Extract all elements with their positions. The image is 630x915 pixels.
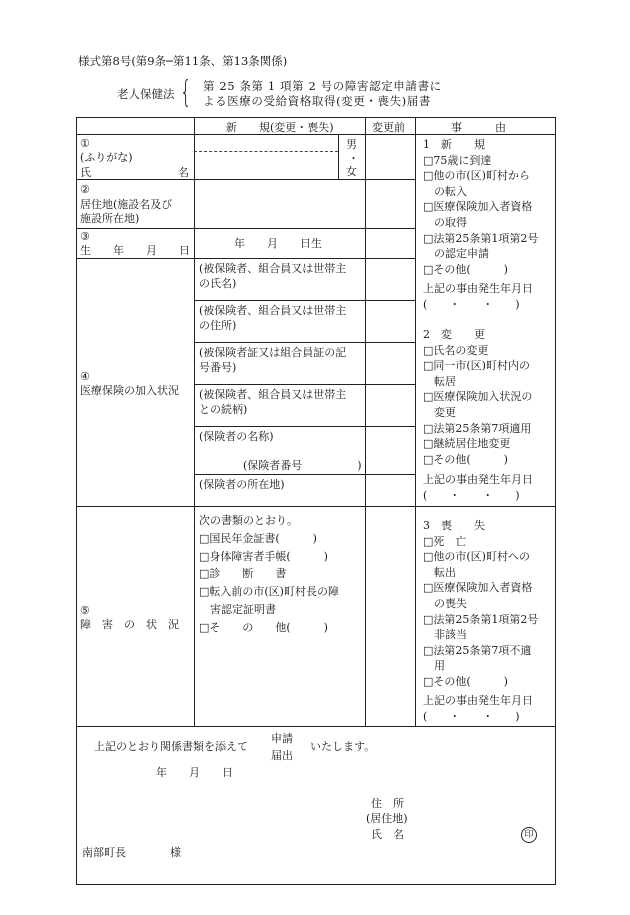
reason-loss-item: □その他( )	[423, 674, 508, 688]
insurance-status-label: 医療保険の加入状況	[80, 384, 179, 397]
disability-status-label: 障 害 の 状 況	[80, 618, 179, 631]
occurrence-date-label: 上記の事由発生年月日	[423, 282, 533, 295]
row-line-6	[76, 726, 556, 727]
row5-number: ⑤	[80, 604, 90, 617]
insured-address-1: (被保険者、組合員又は世帯主	[199, 304, 347, 317]
name-label-a: 氏	[80, 166, 91, 179]
reason-new-item: の転入	[423, 184, 467, 198]
reason-change-item: 変更	[423, 405, 456, 419]
gender-male: 男	[346, 138, 357, 151]
seal-mark: 印	[521, 827, 537, 843]
reason-loss-item: 非該当	[423, 628, 467, 642]
insurer-name: (保険者の名称)	[199, 430, 274, 443]
reason-loss-item: □法第25条第1項第2号	[423, 612, 539, 626]
reason-new-item: の取得	[423, 215, 467, 229]
reason-new	[423, 137, 538, 277]
insurer-address: (保険者の所在地)	[199, 478, 285, 491]
reason-new-title: 1 新 規	[423, 138, 485, 151]
furigana-label: (ふりがな)	[80, 151, 133, 164]
reason-loss-item: □死 亡	[423, 534, 467, 548]
statement-apply: 申請	[271, 732, 293, 745]
reason-new-item: □他の市(区)町村から	[423, 169, 530, 183]
reason-change-item: □法第25条第7項適用	[423, 421, 532, 435]
form-number: 様式第8号(第9条─第11条、第13条関係)	[78, 54, 288, 68]
gender-sep: ・	[348, 152, 359, 165]
reason-loss-item: □他の市(区)町村への	[423, 550, 530, 564]
residence-label: (居住地)	[366, 812, 408, 825]
reason-change-date	[423, 472, 533, 503]
insured-relation-1: (被保険者、組合員又は世帯主	[199, 388, 347, 401]
reason-loss-title: 3 喪 失	[423, 519, 485, 532]
reason-change-item: □医療保険加入状況の	[423, 390, 533, 404]
occurrence-date-label: 上記の事由発生年月日	[423, 473, 533, 486]
reason-loss-date	[423, 693, 533, 724]
reason-change-item: □継続居住地変更	[423, 437, 511, 451]
reason-loss-item: 転出	[423, 565, 456, 579]
form-title	[203, 79, 442, 109]
reason-loss	[423, 518, 538, 690]
insurer-number: (保険者番号 )	[243, 459, 362, 472]
reason-loss-item: □法第25条第7項不適	[423, 643, 532, 657]
doc-pension: □国民年金証書( )	[199, 531, 317, 545]
row-line-4e	[194, 474, 415, 475]
reason-new-item: □医療保険加入者資格	[423, 200, 533, 214]
insured-address-2: の住所)	[199, 319, 237, 332]
col-header-reason: 事 由	[451, 121, 506, 134]
doc-other: □そ の 他( )	[199, 620, 328, 634]
row1-number: ①	[80, 137, 90, 150]
reason-loss-item: の喪失	[423, 596, 467, 610]
brace: {	[180, 75, 192, 110]
reason-new-item: の認定申請	[423, 247, 489, 261]
name-label-b: 名	[178, 166, 189, 179]
furigana-line	[194, 151, 338, 152]
insured-relation-2: との続柄)	[199, 403, 248, 416]
row-line-4a	[194, 300, 415, 301]
row2-number: ②	[80, 183, 90, 196]
submission-date: 年 月 日	[156, 766, 233, 779]
row-line-1	[76, 179, 415, 180]
statement-notify: 届出	[271, 749, 293, 762]
col-divider-3	[415, 117, 416, 726]
row3-number: ③	[80, 230, 90, 243]
reason-new-item: □その他( )	[423, 262, 508, 276]
reason-change-title: 2 変 更	[423, 328, 485, 341]
reason-new-item: □法第25条第1項第2号	[423, 231, 539, 245]
residence-label-1: 居住地(施設名及び	[80, 198, 173, 211]
insured-card-2: 号番号)	[199, 361, 237, 374]
reason-change-item: □氏名の変更	[423, 343, 489, 357]
form-title-line-2: よる医療の受給資格取得(変更・喪失)届書	[203, 94, 431, 108]
law-name: 老人保健法	[117, 87, 175, 101]
reason-change-item: □その他( )	[423, 452, 508, 466]
addressee: 南部町長 様	[82, 846, 181, 859]
col-header-before: 変更前	[372, 121, 405, 134]
row-line-3	[76, 258, 415, 259]
reason-new-item: □75歳に到達	[423, 153, 492, 167]
documents-list	[199, 512, 339, 637]
row-line-4c	[194, 384, 415, 385]
col-divider-1	[194, 117, 195, 726]
doc-disability-handbook: □身体障害者手帳( )	[199, 549, 328, 563]
row-line-2	[76, 228, 415, 229]
statement-text: 上記のとおり関係書類を添えて	[94, 740, 248, 753]
occurrence-date-label: 上記の事由発生年月日	[423, 694, 533, 707]
applicant-name-label: 氏 名	[371, 828, 404, 841]
doc-transfer-cert-2: 害認定証明書	[199, 602, 276, 616]
row-line-4b	[194, 342, 415, 343]
documents-intro: 次の書類のとおり。	[199, 514, 298, 527]
reason-loss-item: 用	[423, 659, 445, 673]
reason-new-date	[423, 281, 533, 312]
insured-name-1: (被保険者、組合員又は世帯主	[199, 262, 347, 275]
doc-transfer-cert-1: □転入前の市(区)町村長の障	[199, 585, 339, 599]
residence-label-2: 施設所在地)	[80, 212, 140, 225]
doc-diagnosis: □診 断 書	[199, 567, 287, 581]
col-header-new: 新 規(変更・喪失)	[226, 121, 334, 134]
insured-name-2: の氏名)	[199, 277, 237, 290]
reason-change-item: □同一市(区)町村内の	[423, 359, 530, 373]
reason-loss-item: □医療保険加入者資格	[423, 581, 533, 595]
insured-card-1: (被保険者証又は組合員証の記	[199, 346, 347, 359]
form-title-line-1: 第 25 条第 1 項第 2 号の障害認定申請書に	[203, 79, 442, 93]
address-label: 住 所	[371, 797, 404, 810]
row4-number: ④	[80, 370, 90, 383]
gender-female: 女	[346, 165, 357, 178]
occurrence-date-field: ( ・ ・ )	[423, 297, 520, 311]
statement-end: いたします。	[310, 740, 376, 753]
occurrence-date-field: ( ・ ・ )	[423, 709, 520, 723]
gender-divider	[338, 134, 339, 179]
row-line-4d	[194, 426, 415, 427]
birthdate-value: 年 月 日生	[234, 237, 322, 250]
row-line-5	[76, 506, 556, 507]
birthdate-label: 生 年 月 日	[80, 244, 190, 257]
col-divider-2	[365, 117, 366, 726]
reason-change-item: 転居	[423, 374, 456, 388]
reason-change	[423, 327, 532, 467]
occurrence-date-field: ( ・ ・ )	[423, 488, 520, 502]
